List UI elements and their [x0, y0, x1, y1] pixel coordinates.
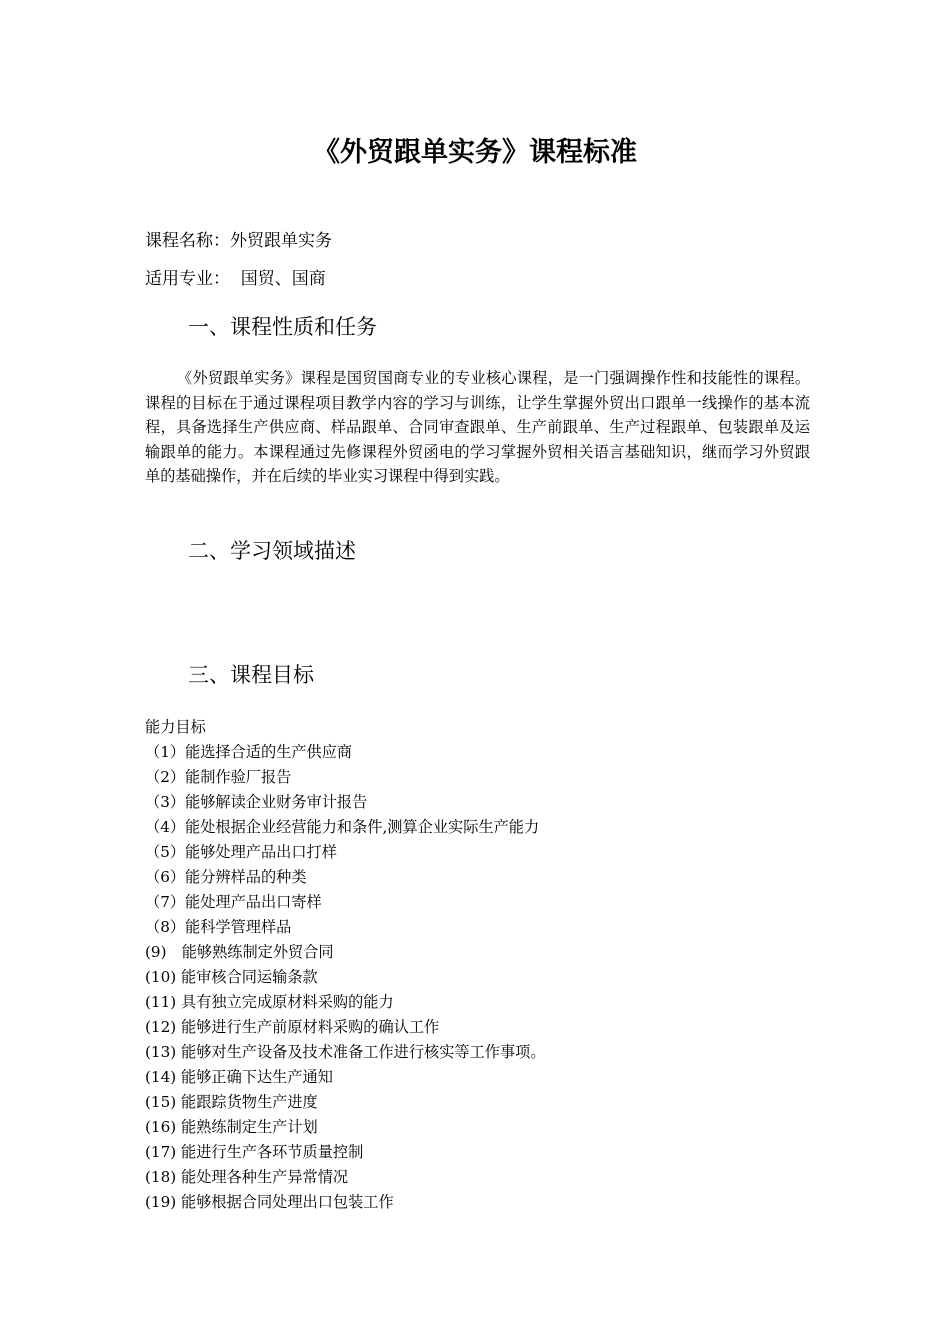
- ability-goals-label: 能力目标: [145, 718, 206, 736]
- course-name-line: [145, 226, 332, 251]
- list-item: （7）能处理产品出口寄样: [145, 893, 322, 911]
- major-value: 国贸、国商: [230, 269, 326, 289]
- major-line: [145, 264, 326, 289]
- list-item: (19) 能够根据合同处理出口包装工作: [145, 1193, 394, 1211]
- major-label: 适用专业：: [145, 269, 230, 289]
- list-item: （8）能科学管理样品: [145, 918, 292, 936]
- list-item: (16) 能熟练制定生产计划: [145, 1118, 318, 1136]
- section-heading-course-goals: 三、课程目标: [188, 663, 314, 687]
- course-nature-paragraph: 《外贸跟单实务》课程是国贸国商专业的专业核心课程，是一门强调操作性和技能性的课程。课程的目标在于通过课程项目教学内容的学习与训练，让学生掌握外贸出口跟单一线操作的基本流程，具备选择生产供应商、样品跟单、合同审查跟单、生产前跟单、生产过程跟单、包装跟单及运输跟单的能力。本课程通过先修课程外贸函电的学习掌握外贸相关语言基础知识，继而学习外贸跟单的基础操作，并在后续的毕业实习课程中得到实践。: [145, 369, 810, 486]
- list-item: (13) 能够对生产设备及技术准备工作进行核实等工作事项。: [145, 1043, 546, 1061]
- section-heading-learning-field: 二、学习领域描述: [188, 539, 356, 563]
- list-item: (10) 能审核合同运输条款: [145, 968, 318, 986]
- list-item: （2）能制作验厂报告: [145, 768, 292, 786]
- ability-goals-list: [145, 740, 546, 1215]
- course-name-value: 外贸跟单实务: [230, 231, 332, 251]
- list-item: （1）能选择合适的生产供应商: [145, 743, 353, 761]
- list-item: (14) 能够正确下达生产通知: [145, 1068, 333, 1086]
- list-item: (15) 能跟踪货物生产进度: [145, 1093, 318, 1111]
- list-item: （3）能够解读企业财务审计报告: [145, 793, 368, 811]
- list-item: （4）能处根据企业经营能力和条件,测算企业实际生产能力: [145, 818, 540, 836]
- list-item: (12) 能够进行生产前原材料采购的确认工作: [145, 1018, 440, 1036]
- list-item: （5）能够处理产品出口打样: [145, 843, 337, 861]
- course-name-label: 课程名称：: [145, 231, 230, 251]
- document-title: 《外贸跟单实务》课程标准: [313, 137, 637, 168]
- list-item: (18) 能处理各种生产异常情况: [145, 1168, 349, 1186]
- list-item: (17) 能进行生产各环节质量控制: [145, 1143, 364, 1161]
- section-heading-course-nature: 一、课程性质和任务: [188, 315, 377, 339]
- list-item: （6）能分辨样品的种类: [145, 868, 307, 886]
- list-item: (11) 具有独立完成原材料采购的能力: [145, 993, 394, 1011]
- list-item: (9) 能够熟练制定外贸合同: [145, 943, 334, 961]
